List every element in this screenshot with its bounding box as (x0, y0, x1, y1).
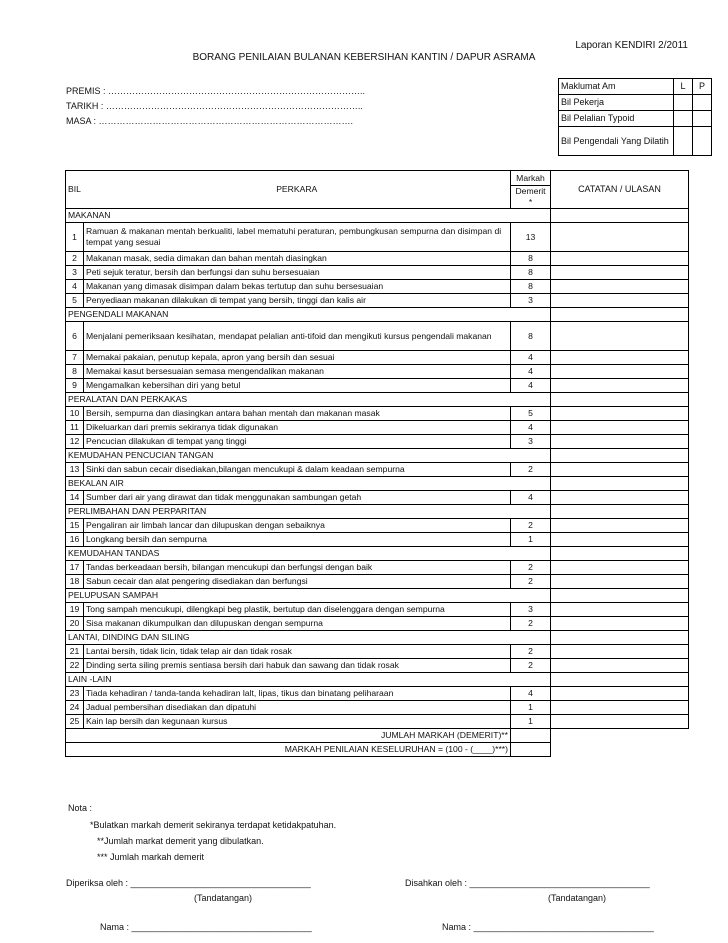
item-number: 18 (66, 575, 84, 589)
approved-by-field[interactable]: Disahkan oleh : ____________________________________ (405, 878, 650, 888)
section-notes-cell[interactable] (551, 308, 689, 322)
item-demerit-mark[interactable]: 8 (511, 266, 551, 280)
item-demerit-mark[interactable]: 3 (511, 435, 551, 449)
item-notes-cell[interactable] (551, 421, 689, 435)
item-number: 11 (66, 421, 84, 435)
table-row (66, 533, 689, 547)
item-notes-cell[interactable] (551, 533, 689, 547)
item-notes-cell[interactable] (551, 645, 689, 659)
section-notes-cell[interactable] (551, 449, 689, 463)
general-info-box (558, 78, 712, 156)
item-number: 15 (66, 519, 84, 533)
table-row (66, 407, 689, 421)
section-notes-cell[interactable] (551, 589, 689, 603)
item-description: Tandas berkeadaan bersih, bilangan mencukupi dan berfungsi dengan baik (84, 561, 511, 575)
section-header: LANTAI, DINDING DAN SILING (66, 631, 551, 645)
col-perkara-header: PERKARA (84, 171, 511, 209)
overall-score-label: MARKAH PENILAIAN KESELURUHAN = (100 - (____)***) (66, 743, 511, 757)
item-description: Bersih, sempurna dan diasingkan antara bahan mentah dan makanan masak (84, 407, 511, 421)
item-number: 10 (66, 407, 84, 421)
item-description: Jadual pembersihan disediakan dan dipatuhi (84, 701, 511, 715)
item-notes-cell[interactable] (551, 223, 689, 252)
table-row (66, 351, 689, 365)
item-demerit-mark[interactable]: 4 (511, 687, 551, 701)
table-row (66, 491, 689, 505)
info-bil-pekerja: Bil Pekerja (559, 95, 674, 111)
item-description: Longkang bersih dan sempurna (84, 533, 511, 547)
item-notes-cell[interactable] (551, 252, 689, 266)
signature-label-right: (Tandatangan) (548, 893, 607, 903)
table-row (66, 645, 689, 659)
item-description: Makanan masak, sedia dimakan dan bahan mentah diasingkan (84, 252, 511, 266)
item-notes-cell[interactable] (551, 435, 689, 449)
note-2: **Jumlah markat demerit yang dibulatkan. (97, 836, 264, 846)
item-demerit-mark[interactable]: 8 (511, 280, 551, 294)
item-description: Makanan yang dimasak disimpan dalam bekas tertutup dan suhu bersesuaian (84, 280, 511, 294)
item-number: 8 (66, 365, 84, 379)
item-description: Memakai kasut bersesuaian semasa mengendalikan makanan (84, 365, 511, 379)
item-notes-cell[interactable] (551, 701, 689, 715)
item-description: Penyediaan makanan dilakukan di tempat yang bersih, tinggi dan kalis air (84, 294, 511, 308)
col-catatan-header: CATATAN / ULASAN (551, 171, 689, 209)
item-number: 1 (66, 223, 84, 252)
item-notes-cell[interactable] (551, 491, 689, 505)
item-number: 21 (66, 645, 84, 659)
item-number: 5 (66, 294, 84, 308)
item-description: Pengaliran air limbah lancar dan dilupuskan dengan sebaiknya (84, 519, 511, 533)
item-notes-cell[interactable] (551, 365, 689, 379)
table-row (66, 463, 689, 477)
section-header: PENGENDALI MAKANAN (66, 308, 551, 322)
total-demerit-value[interactable] (511, 729, 551, 743)
section-notes-cell[interactable] (551, 631, 689, 645)
table-row (66, 575, 689, 589)
item-demerit-mark[interactable]: 2 (511, 659, 551, 673)
table-row (66, 687, 689, 701)
col-markah-header: Markah (511, 171, 551, 186)
overall-score-value[interactable] (511, 743, 551, 757)
section-notes-cell[interactable] (551, 393, 689, 407)
section-header: PELUPUSAN SAMPAH (66, 589, 551, 603)
item-description: Menjalani pemeriksaan kesihatan, mendapat pelalian anti-tifoid dan mengikuti kursus pengendali makanan (84, 322, 511, 351)
info-bil-pelalian-l[interactable] (674, 111, 693, 127)
table-row (66, 435, 689, 449)
info-bil-pengendali-p[interactable] (693, 127, 712, 156)
item-demerit-mark[interactable]: 2 (511, 645, 551, 659)
item-notes-cell[interactable] (551, 463, 689, 477)
item-number: 14 (66, 491, 84, 505)
item-notes-cell[interactable] (551, 294, 689, 308)
item-notes-cell[interactable] (551, 715, 689, 729)
section-notes-cell[interactable] (551, 673, 689, 687)
name-field-left[interactable]: Nama : ____________________________________ (100, 922, 312, 932)
item-notes-cell[interactable] (551, 379, 689, 393)
info-bil-pekerja-l[interactable] (674, 95, 693, 111)
field-masa[interactable]: MASA : …………………………………………………………………………. (66, 116, 354, 126)
name-field-right[interactable]: Nama : ____________________________________ (442, 922, 654, 932)
item-notes-cell[interactable] (551, 603, 689, 617)
item-description: Sisa makanan dikumpulkan dan dilupuskan dengan sempurna (84, 617, 511, 631)
info-col-l: L (674, 79, 693, 95)
total-demerit-label: JUMLAH MARKAH (DEMERIT)** (66, 729, 511, 743)
item-demerit-mark[interactable]: 4 (511, 379, 551, 393)
table-row (66, 322, 689, 351)
item-demerit-mark[interactable]: 1 (511, 701, 551, 715)
form-title: BORANG PENILAIAN BULANAN KEBERSIHAN KANTIN / DAPUR ASRAMA (192, 52, 536, 63)
item-number: 3 (66, 266, 84, 280)
table-row (66, 561, 689, 575)
item-notes-cell[interactable] (551, 659, 689, 673)
item-number: 24 (66, 701, 84, 715)
item-notes-cell[interactable] (551, 687, 689, 701)
report-reference: Laporan KENDIRI 2/2011 (575, 40, 688, 51)
info-bil-pelalian: Bil Pelalian Typoid (559, 111, 674, 127)
table-row (66, 659, 689, 673)
item-demerit-mark[interactable]: 3 (511, 294, 551, 308)
item-demerit-mark[interactable]: 3 (511, 603, 551, 617)
item-demerit-mark[interactable]: 2 (511, 617, 551, 631)
item-demerit-mark[interactable]: 13 (511, 223, 551, 252)
item-description: Mengamalkan kebersihan diri yang betul (84, 379, 511, 393)
info-bil-pekerja-p[interactable] (693, 95, 712, 111)
item-demerit-mark[interactable]: 2 (511, 463, 551, 477)
field-premis[interactable]: PREMIS : ………………………………………………………………………….. (66, 86, 366, 96)
item-number: 17 (66, 561, 84, 575)
signature-label-left: (Tandatangan) (194, 893, 253, 903)
item-number: 2 (66, 252, 84, 266)
item-description: Tong sampah mencukupi, dilengkapi beg plastik, bertutup dan diselenggara dengan sempurna (84, 603, 511, 617)
item-demerit-mark[interactable]: 5 (511, 407, 551, 421)
item-number: 12 (66, 435, 84, 449)
col-demerit-header: Demerit * (511, 186, 551, 209)
item-notes-cell[interactable] (551, 617, 689, 631)
item-notes-cell[interactable] (551, 561, 689, 575)
section-notes-cell[interactable] (551, 505, 689, 519)
section-header: BEKALAN AIR (66, 477, 551, 491)
section-header: KEMUDAHAN PENCUCIAN TANGAN (66, 449, 551, 463)
table-row (66, 519, 689, 533)
item-description: Pencucian dilakukan di tempat yang tinggi (84, 435, 511, 449)
item-demerit-mark[interactable]: 4 (511, 491, 551, 505)
assessment-table (65, 170, 689, 757)
table-row (66, 701, 689, 715)
item-demerit-mark[interactable]: 4 (511, 365, 551, 379)
item-number: 16 (66, 533, 84, 547)
section-header: PERLIMBAHAN DAN PERPARITAN (66, 505, 551, 519)
item-demerit-mark[interactable]: 2 (511, 519, 551, 533)
table-row (66, 617, 689, 631)
section-header: MAKANAN (66, 209, 551, 223)
item-number: 22 (66, 659, 84, 673)
section-notes-cell[interactable] (551, 547, 689, 561)
section-notes-cell[interactable] (551, 209, 689, 223)
section-notes-cell[interactable] (551, 477, 689, 491)
item-description: Dinding serta siling premis sentiasa bersih dari habuk dan sawang dan tidak rosak (84, 659, 511, 673)
item-number: 4 (66, 280, 84, 294)
item-description: Memakai pakaian, penutup kepala, apron yang bersih dan sesuai (84, 351, 511, 365)
field-tarikh[interactable]: TARIKH : ………………………………………………………………………….. (66, 101, 363, 111)
item-number: 9 (66, 379, 84, 393)
item-number: 7 (66, 351, 84, 365)
item-description: Sumber dari air yang dirawat dan tidak menggunakan sambungan getah (84, 491, 511, 505)
table-row (66, 252, 689, 266)
item-number: 20 (66, 617, 84, 631)
item-notes-cell[interactable] (551, 575, 689, 589)
info-bil-pengendali: Bil Pengendali Yang Dilatih (559, 127, 674, 156)
item-description: Ramuan & makanan mentah berkualiti, label mematuhi peraturan, pembungkusan sempurna dan disimpan di tempat yang sesuai (84, 223, 511, 252)
item-notes-cell[interactable] (551, 519, 689, 533)
item-demerit-mark[interactable]: 2 (511, 575, 551, 589)
table-row (66, 365, 689, 379)
item-description: Lantai bersih, tidak licin, tidak telap air dan tidak rosak (84, 645, 511, 659)
item-demerit-mark[interactable]: 8 (511, 322, 551, 351)
item-demerit-mark[interactable]: 1 (511, 715, 551, 729)
col-bil-header: BIL (66, 171, 84, 209)
item-number: 23 (66, 687, 84, 701)
item-number: 25 (66, 715, 84, 729)
item-demerit-mark[interactable]: 1 (511, 533, 551, 547)
item-number: 13 (66, 463, 84, 477)
info-col-p: P (693, 79, 712, 95)
item-notes-cell[interactable] (551, 322, 689, 351)
item-demerit-mark[interactable]: 4 (511, 351, 551, 365)
item-demerit-mark[interactable]: 2 (511, 561, 551, 575)
item-demerit-mark[interactable]: 8 (511, 252, 551, 266)
table-row (66, 715, 689, 729)
info-header: Maklumat Am (559, 79, 674, 95)
section-header: KEMUDAHAN TANDAS (66, 547, 551, 561)
info-bil-pengendali-l[interactable] (674, 127, 693, 156)
item-description: Dikeluarkan dari premis sekiranya tidak digunakan (84, 421, 511, 435)
notes-title: Nota : (68, 803, 93, 813)
item-notes-cell[interactable] (551, 351, 689, 365)
section-header: LAIN -LAIN (66, 673, 551, 687)
table-row (66, 421, 689, 435)
info-bil-pelalian-p[interactable] (693, 111, 712, 127)
item-number: 6 (66, 322, 84, 351)
table-row (66, 294, 689, 308)
item-notes-cell[interactable] (551, 407, 689, 421)
table-row (66, 266, 689, 280)
table-row (66, 379, 689, 393)
item-number: 19 (66, 603, 84, 617)
item-description: Kain lap bersih dan kegunaan kursus (84, 715, 511, 729)
table-row (66, 223, 689, 252)
note-1: *Bulatkan markah demerit sekiranya terdapat ketidakpatuhan. (90, 820, 337, 830)
item-description: Sabun cecair dan alat pengering disediakan dan berfungsi (84, 575, 511, 589)
table-row (66, 603, 689, 617)
item-demerit-mark[interactable]: 4 (511, 421, 551, 435)
item-description: Peti sejuk teratur, bersih dan berfungsi dan suhu bersesuaian (84, 266, 511, 280)
note-3: *** Jumlah markah demerit (97, 852, 205, 862)
item-notes-cell[interactable] (551, 280, 689, 294)
section-header: PERALATAN DAN PERKAKAS (66, 393, 551, 407)
checked-by-field[interactable]: Diperiksa oleh : ____________________________________ (66, 878, 311, 888)
item-description: Tiada kehadiran / tanda-tanda kehadiran lalt, lipas, tikus dan binatang peliharaan (84, 687, 511, 701)
item-notes-cell[interactable] (551, 266, 689, 280)
item-description: Sinki dan sabun cecair disediakan,bilangan mencukupi & dalam keadaan sempurna (84, 463, 511, 477)
table-row (66, 280, 689, 294)
